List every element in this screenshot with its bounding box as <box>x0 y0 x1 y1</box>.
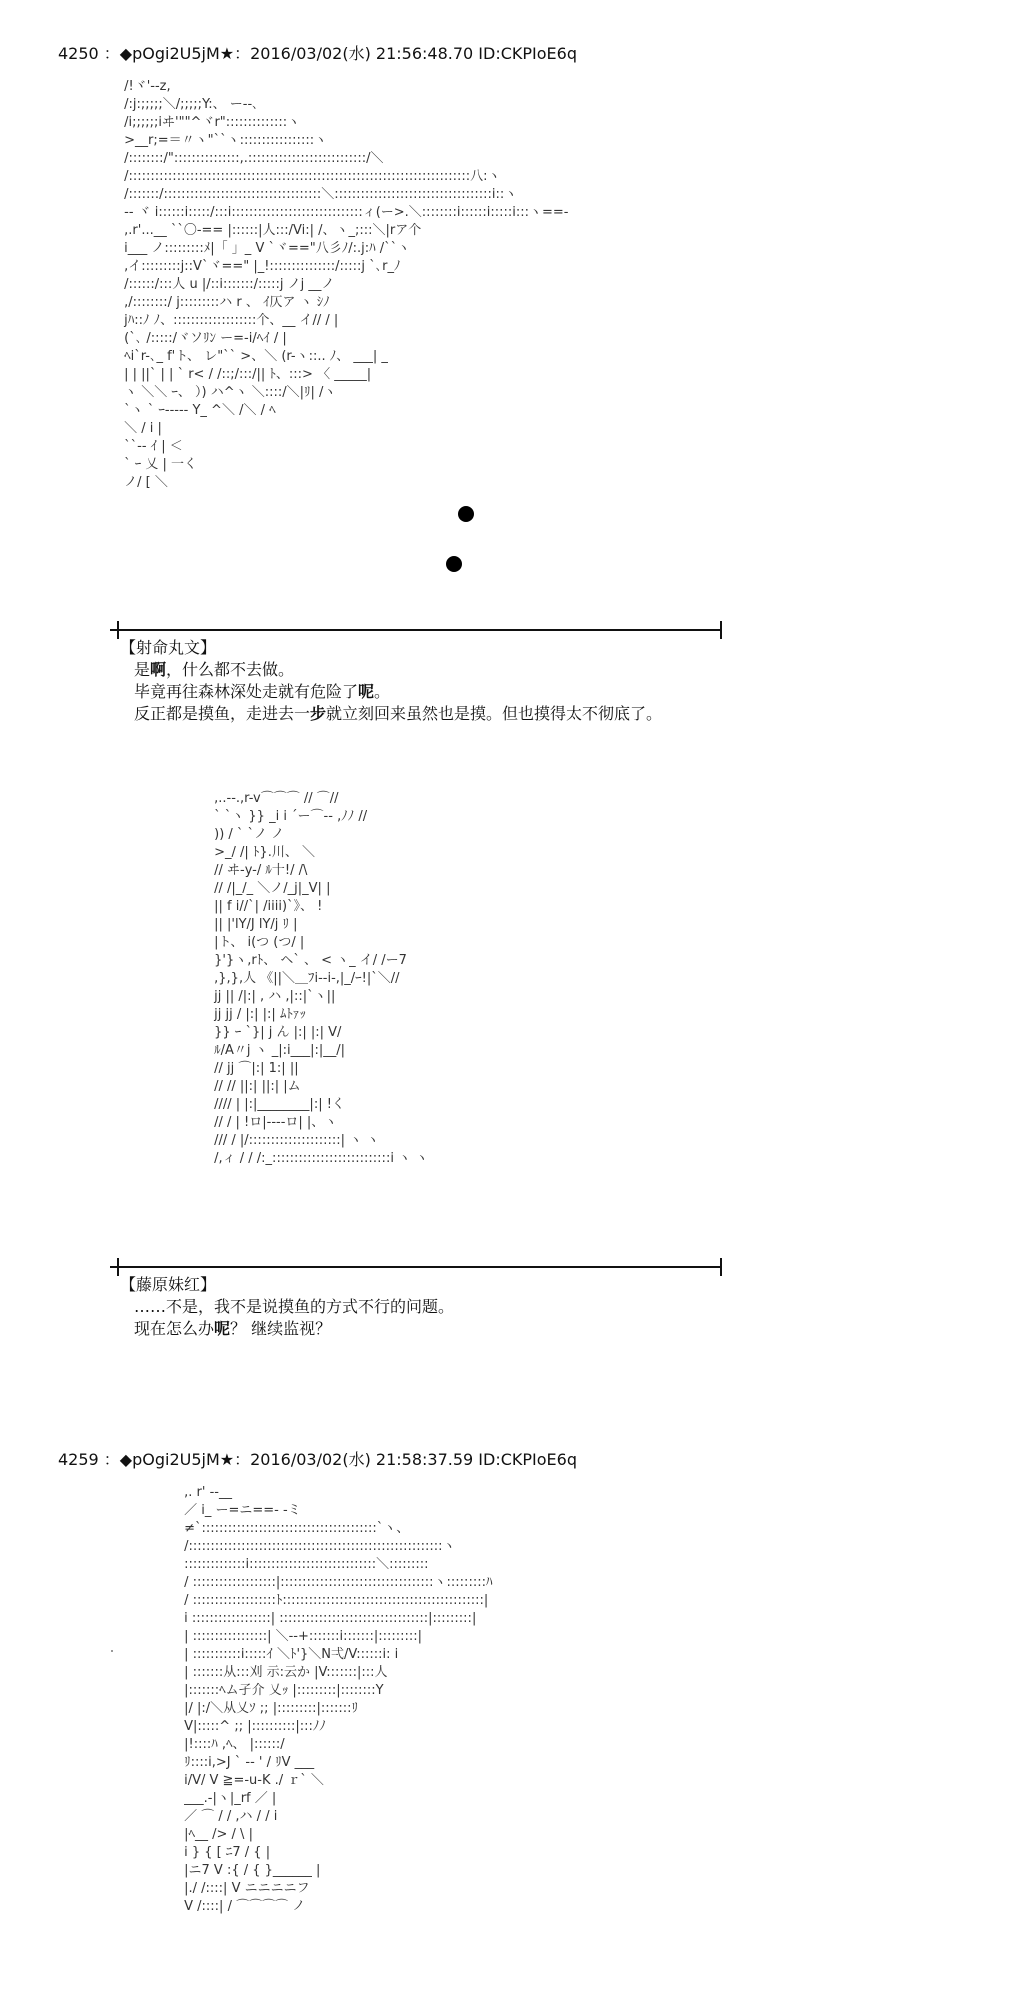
dialog-aya <box>120 637 662 725</box>
dialog-line: 是啊，什么都不去做。 <box>134 660 295 679</box>
dialog-mokou <box>120 1274 454 1340</box>
dialog-line: 毕竟再往森林深处走就有危险了呢。 <box>134 682 391 701</box>
button-dot-lower <box>446 556 462 572</box>
divider-2 <box>110 1266 722 1268</box>
divider-1-right-tick <box>720 621 722 639</box>
button-dot-upper <box>458 506 474 522</box>
dialog-line: ……不是，我不是说摸鱼的方式不行的问题。 <box>134 1297 455 1316</box>
divider-1-left-tick <box>117 621 119 639</box>
ascii-art-aya: /!ヾ'--z, /:j:;;;;;＼/;;;;;Y:、 ー--､ /i;;;;;;iヰ'""^ヾr"::::::::::::::ヽ >__r;=＝〃ヽ"``ヽ:::::::::::::::::ヽ /::::::::/":::::::::::::::,.:::::::::::::::::::::::::::/＼ /::::::::::::::::::::::::::::::::::::::::::::::::::::::::::::::::::::::::::::::八:ヽ /:::::::/::::::::::::::::::::::::::::::::::::＼::::::::::::::::::::::::::::::::::::i::ヽ -- ヾ i::::::i:::::/:::i::::::::::::::::::::::::::::::ィ(ー>.＼::::::::i::::::i:::::i:::ヽ==- ,.r'...__ ``〇-== |::::::|人:::/Vi:| /、ヽ_;:::＼|rア个 i___ ノ:::::::::ﾒ|「 」_ V `ヾ=="八彡ﾉ/:.j:ﾊ /``ヽ ,イ:::::::::j::V`ヾ==" |_!:::::::::::::::/:::::j `､r_ﾉ /::::::/:::人 u |/::i:::::::/:::::j ノj __ノ ,/::::::::/ j:::::::::ハ r 、 ｲ仄ア ヽ ｼﾉ jﾊ::ﾉ ﾉ、:::::::::::::::::::个、__ イ// / | (`､ /:::::/ヾソﾘﾝ ー=-i/ﾍｲ / | ﾍi`r-､_ f'ト、 レ"`` >、＼ (r-ヽ::.. ﾉ、 ___| _ | | ||` | | ` r< / /::;/:::/|| ﾄ、:::> 〈 _____| ヽ ＼＼ ｰ、 ）) ハ^ヽ ＼::::/＼|ﾘ| /ヽ `ヽ ` ｰ----- Y_ ^＼ /＼ / ﾍ ＼ / i | ``-- ｲ | ＜ ` ｰ 乂 | 一く ノ/ [ ＼ <box>124 79 569 490</box>
speaker-name: 【藤原妹红】 <box>120 1275 217 1294</box>
divider-2-left-tick <box>117 1258 119 1276</box>
dialog-line: 反正都是摸鱼，走进去一步就立刻回来虽然也是摸。但也摸得太不彻底了。 <box>134 704 663 723</box>
stray-mark <box>111 1650 113 1652</box>
post-header-4250: 4250 ：◆pOgi2U5jM★：2016/03/02(水) 21:56:48.70 ID:CKPIoE6q <box>58 44 578 63</box>
ascii-art-aya-2: ,. r' --__ ／ i_ ー=ニ==- -ミ ≠`::::::::::::::::::::::::::::::::::::::::`ヽ、 /::::::::::::::::::::::::::::::::::::::::::::::::::::::::::ヽ ::::::::::::::i:::::::::::::::::::::::::::::＼::::::::: / :::::::::::::::::::|:::::::::::::::::::::::::::::::::::ヽ:::::::::ﾊ / :::::::::::::::::::ﾄ::::::::::::::::::::::::::::::::::::::::::::::| i ::::::::::::::::::| ::::::::::::::::::::::::::::::::::|:::::::::| | :::::::::::::::::| ＼--+:::::::i:::::::|:::::::::| | :::::::::::i:::::ｲ ＼ﾄ'}＼N弌/V::::::i: i | :::::::从:::刈 示:云か |V:::::::|:::人 |:::::::ﾍム孑介 乂ｯ |:::::::::|::::::::Y |/ |:/＼从乂ｿ ;; |:::::::::|:::::::ﾘ V|:::::^ ;; |::::::::::|:::ﾉﾉ |!::::ﾊ ,ﾍ、 |::::::/ ﾘ::::i,>J ` -- ' / ﾘV ___ i/V/ V ≧=-u-K ./ ｒ` ＼ ___.-|ヽ|_rf ／ | ／ ⌒ / / ,ハ / / i |ﾍ__ /> / \ | i } { [ ﾆ7 / { | |ニ7 V :{ / { }______ | |./ /::::| V ニニニニフ V /::::| / ⌒⌒⌒⌒ ノ <box>184 1485 493 1914</box>
post-header-4259: 4259 ：◆pOgi2U5jM★：2016/03/02(水) 21:58:37.59 ID:CKPIoE6q <box>58 1450 578 1469</box>
dialog-line: 现在怎么办呢？ 继续监视？ <box>134 1319 332 1338</box>
speaker-name: 【射命丸文】 <box>120 638 217 657</box>
divider-2-right-tick <box>720 1258 722 1276</box>
divider-1 <box>110 629 722 631</box>
ascii-art-mokou: ,..--.,r-v⌒⌒⌒ // ⌒// ` `ヽ }} _i i ´ー⌒-- ,ﾉﾉ // )) / ` `ノ ノ >_/ /| ﾄ}.川、 ＼ // ヰ-y-/ ﾙ十!/ /\ // /|_/_ ＼ノ/_j|_V| | || f i//`| /iiii)`》、 ! || |'lY/J lY/j ﾘ | |ト、 i(つ (つ/ | }'}ヽ,rﾄ、 ヘ` 、 < ヽ_ イ/ /ー7 ,},},人 《||＼＿ﾌi--i-,|_/ｰ!|`＼// jj || /|:| , ハ ,|::|`ヽ|| jj jj / |:| |:| ﾑﾄｧｯ }} ｰ `}| j ん |:| |:| V/ ﾙ/A〃j ヽ _|:i___|:|__/| // jj ⌒|:| 1:| || // // ||:| ||:| |ム //// | |:|________|:| !く // / | !ロ|----ロ| |、ヽ /// / |/:::::::::::::::::::::| ヽ ヽ /,ィ / / /:_:::::::::::::::::::::::::::i ヽ ヽ <box>214 791 429 1166</box>
